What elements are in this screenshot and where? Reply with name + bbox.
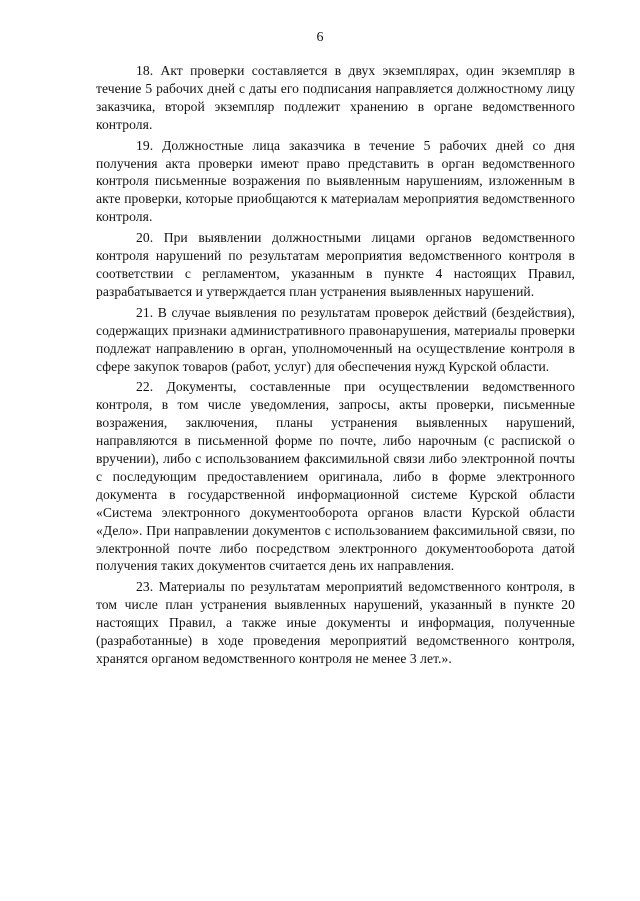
paragraph-18: 18. Акт проверки составляется в двух экземплярах, один экземпляр в течение 5 рабочих дней с даты его подписания направляется должностному лицу заказчика, второй экземпляр подлежит хранению в органе ведомственного контроля. xyxy=(96,63,575,132)
paragraph-23: 23. Материалы по результатам мероприятий ведомственного контроля, в том числе план устранения выявленных нарушений, указанный в пункте 20 настоящих Правил, а также иные документы и информация, полученные (разработанные) в ходе проведения мероприятий ведомственного контроля, хранятся органом ведомственного контроля не менее 3 лет.». xyxy=(96,579,575,666)
paragraph-19: 19. Должностные лица заказчика в течение 5 рабочих дней со дня получения акта проверки имеют право представить в орган ведомственного контроля письменные возражения по выявленным нарушениям, изложенным в акте проверки, которые приобщаются к материалам мероприятия ведомственного контроля. xyxy=(96,137,575,225)
paragraph-20: 20. При выявлении должностными лицами органов ведомственного контроля нарушений по результатам мероприятия ведомственного контроля в соответствии с регламентом, указанным в пункте 4 настоящих Правил, разрабатывается и утверждается план устранения выявленных нарушений. xyxy=(96,230,575,299)
paragraph-22: 22. Документы, составленные при осуществлении ведомственного контроля, в том числе уведомления, запросы, акты проверки, письменные возражения, заключения, планы устранения выявленных нарушений, направляются в письменной форме по почте, либо нарочным (с распиской о вручении), либо с использованием факсимильной связи либо электронной почты с последующим предоставлением оригинала, либо в форме электронного документа в государственной информационной системе Курской области «Система электронного документооборота органов власти Курской области «Дело». При направлении документов с использованием факсимильной связи, по электронной почте либо посредством электронного документооборота датой получения таких документов считается день их направления. xyxy=(96,379,575,574)
document-body xyxy=(96,62,575,671)
paragraph-21: 21. В случае выявления по результатам проверок действий (бездействия), содержащих признаки административного правонарушения, материалы проверки подлежат направлению в орган, уполномоченный на осуществление контроля в сфере закупок товаров (работ, услуг) для обеспечения нужд Курской области. xyxy=(96,304,575,374)
page-number: 6 xyxy=(316,30,324,45)
